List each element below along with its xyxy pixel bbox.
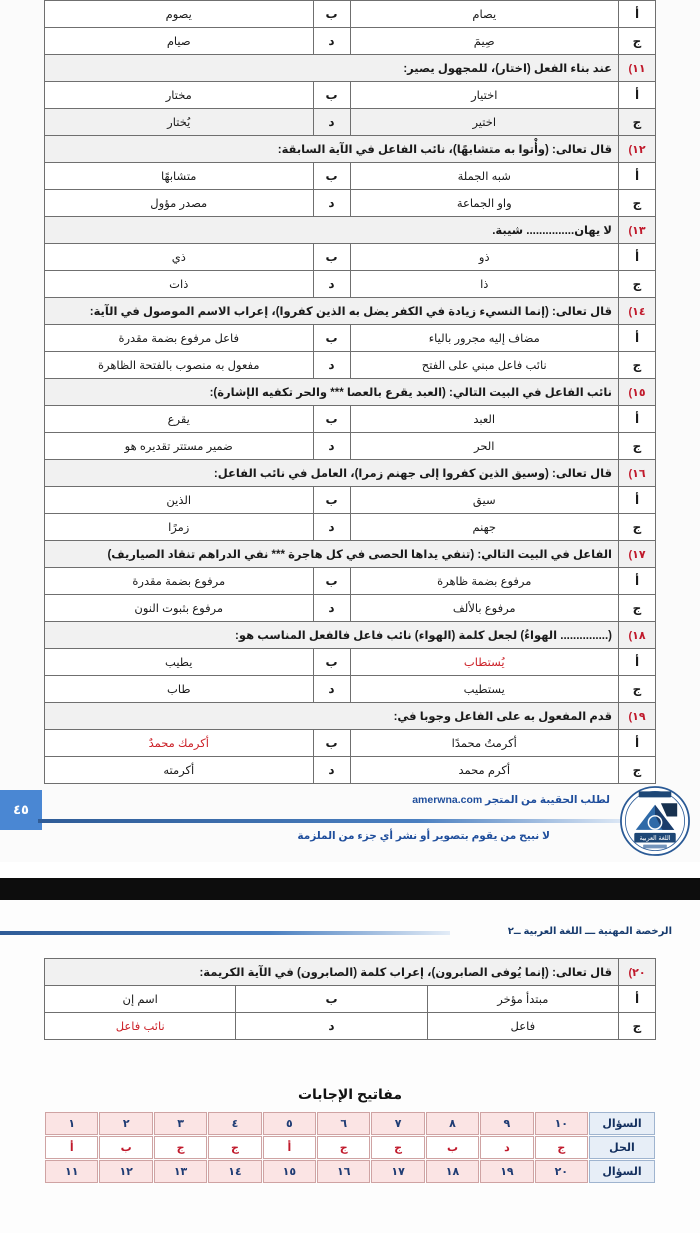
key-cell: ٢ bbox=[99, 1112, 152, 1135]
key-cell: ٤ bbox=[208, 1112, 261, 1135]
answer-key-row-label: السؤال bbox=[589, 1112, 655, 1135]
option-letter-left: د bbox=[313, 271, 350, 298]
answer-key-row-label: السؤال bbox=[589, 1160, 655, 1183]
option-row bbox=[45, 986, 656, 1013]
key-cell: ج bbox=[208, 1136, 261, 1159]
option-text-right: العبد bbox=[350, 406, 619, 433]
option-letter-right: أ bbox=[619, 406, 656, 433]
question-text: قال تعالى: (وأْتوا به متشابهًا)، نائب الفاعل في الآية السابقة: bbox=[45, 136, 619, 163]
option-text-right: يصام bbox=[350, 1, 619, 28]
question-row bbox=[45, 55, 656, 82]
option-text-right: أكرم محمد bbox=[350, 757, 619, 784]
question-text: قال تعالى: (وسيق الذين كفروا إلى جهنم زمرا)، العامل في نائب الفاعل: bbox=[45, 460, 619, 487]
option-row bbox=[45, 406, 656, 433]
option-letter-right: أ bbox=[619, 649, 656, 676]
option-letter-left: ب bbox=[313, 568, 350, 595]
page-gap-strip bbox=[0, 862, 700, 878]
key-cell: ٣ bbox=[154, 1112, 207, 1135]
option-letter-right: ج bbox=[619, 352, 656, 379]
answer-key-title: مفاتيح الإجابات bbox=[297, 1086, 403, 1102]
question-number: ٢٠) bbox=[619, 959, 656, 986]
option-letter-right: ج bbox=[619, 190, 656, 217]
key-cell: ٧ bbox=[371, 1112, 424, 1135]
option-letter-left: د bbox=[313, 109, 350, 136]
question-row bbox=[45, 298, 656, 325]
option-text-left-correct: أكرمك محمدٌ bbox=[45, 730, 314, 757]
option-text-left: يُختار bbox=[45, 109, 314, 136]
option-letter-right: أ bbox=[619, 325, 656, 352]
key-cell: ٩ bbox=[480, 1112, 533, 1135]
option-text-right: ذا bbox=[350, 271, 619, 298]
key-cell: ٦ bbox=[317, 1112, 370, 1135]
seal-main-text: اللغة العربية bbox=[639, 834, 671, 842]
option-text-left: مرفوع بثبوت النون bbox=[45, 595, 314, 622]
option-letter-right: أ bbox=[619, 487, 656, 514]
arabic-language-seal-icon bbox=[618, 784, 692, 858]
question-text: الفاعل في البيت التالي: (تنفي يداها الحصى في كل هاجرة *** نفي الدراهم تنقاد الصياريف) bbox=[45, 541, 619, 568]
question-number: ١٨) bbox=[619, 622, 656, 649]
option-letter-right: ج bbox=[619, 109, 656, 136]
question-row bbox=[45, 622, 656, 649]
option-text-left: فاعل مرفوع بضمة مقدرة bbox=[45, 325, 314, 352]
option-text-left: طاب bbox=[45, 676, 314, 703]
footer-store-text: لطلب الحقيبة من المتجر bbox=[485, 794, 610, 806]
page-two bbox=[0, 900, 700, 1233]
key-cell: أ bbox=[45, 1136, 98, 1159]
key-cell: ١٨ bbox=[426, 1160, 479, 1183]
option-text-right: مرفوع بضمة ظاهرة bbox=[350, 568, 619, 595]
question-row bbox=[45, 703, 656, 730]
option-letter-left: د bbox=[313, 28, 350, 55]
option-row bbox=[45, 352, 656, 379]
option-text-right: مضاف إليه مجرور بالياء bbox=[350, 325, 619, 352]
option-text-left: صيام bbox=[45, 28, 314, 55]
option-letter-left: ب bbox=[313, 163, 350, 190]
option-row bbox=[45, 757, 656, 784]
question-number: ١٩) bbox=[619, 703, 656, 730]
question-row bbox=[45, 217, 656, 244]
answer-key-question-row-1 bbox=[45, 1112, 655, 1135]
option-row bbox=[45, 190, 656, 217]
key-cell: ١١ bbox=[45, 1160, 98, 1183]
option-text-right: مبتدأ مؤخر bbox=[427, 986, 618, 1013]
option-letter-right: ج bbox=[619, 595, 656, 622]
option-letter-left: ب bbox=[313, 487, 350, 514]
question-number: ١٣) bbox=[619, 217, 656, 244]
option-letter-right: ج bbox=[619, 514, 656, 541]
option-text-left: مصدر مؤول bbox=[45, 190, 314, 217]
page-two-header bbox=[0, 918, 700, 958]
key-cell: ج bbox=[154, 1136, 207, 1159]
question-number: ١٤) bbox=[619, 298, 656, 325]
option-letter-left: د bbox=[313, 676, 350, 703]
key-cell: ج bbox=[371, 1136, 424, 1159]
option-letter-right: ج bbox=[619, 757, 656, 784]
key-cell: ١٦ bbox=[317, 1160, 370, 1183]
option-text-left: مفعول به منصوب بالفتحة الظاهرة bbox=[45, 352, 314, 379]
option-text-left: يصوم bbox=[45, 1, 314, 28]
option-text-right: يستطيب bbox=[350, 676, 619, 703]
option-row bbox=[45, 568, 656, 595]
option-letter-right: ج bbox=[619, 433, 656, 460]
option-letter-right: أ bbox=[619, 986, 656, 1013]
question-text: عند بناء الفعل (اختار)، للمجهول يصير: bbox=[45, 55, 619, 82]
option-text-right: شبه الجملة bbox=[350, 163, 619, 190]
option-text-right: اختير bbox=[350, 109, 619, 136]
key-cell: ١٥ bbox=[263, 1160, 316, 1183]
option-letter-right: ج bbox=[619, 676, 656, 703]
footer-divider-rule bbox=[38, 819, 622, 823]
option-text-left: يطيب bbox=[45, 649, 314, 676]
option-row bbox=[45, 1, 656, 28]
questions-table-body bbox=[45, 1, 656, 784]
answer-key-answer-row-1 bbox=[45, 1136, 655, 1159]
page-two-header-rule bbox=[0, 931, 450, 935]
option-text-left: أكرمته bbox=[45, 757, 314, 784]
answer-key-table bbox=[44, 1111, 656, 1184]
option-row bbox=[45, 433, 656, 460]
option-text-right: الحر bbox=[350, 433, 619, 460]
option-text-right: جهنم bbox=[350, 514, 619, 541]
question-number: ١٥) bbox=[619, 379, 656, 406]
key-cell: ج bbox=[317, 1136, 370, 1159]
option-letter-right: أ bbox=[619, 1, 656, 28]
page-footer bbox=[0, 788, 700, 862]
question-text: قدم المفعول به على الفاعل وجوبا في: bbox=[45, 703, 619, 730]
option-text-left: ذات bbox=[45, 271, 314, 298]
question-row bbox=[45, 959, 656, 986]
answer-key-row-label: الحل bbox=[589, 1136, 655, 1159]
key-cell: ج bbox=[535, 1136, 588, 1159]
key-cell: د bbox=[480, 1136, 533, 1159]
question-text: (............... الهواءُ) لجعل كلمة (الهواء) نائب فاعل فالفعل المناسب هو: bbox=[45, 622, 619, 649]
option-letter-left: د bbox=[236, 1013, 427, 1040]
option-letter-right: أ bbox=[619, 244, 656, 271]
option-letter-right: ج bbox=[619, 1013, 656, 1040]
page-separator-band bbox=[0, 878, 700, 900]
option-row bbox=[45, 649, 656, 676]
option-text-right: واو الجماعة bbox=[350, 190, 619, 217]
option-letter-left: ب bbox=[313, 325, 350, 352]
key-cell: ٢٠ bbox=[535, 1160, 588, 1183]
key-cell: ب bbox=[99, 1136, 152, 1159]
question-text: لا يهان............... شيبة. bbox=[45, 217, 619, 244]
option-row bbox=[45, 28, 656, 55]
option-letter-right: أ bbox=[619, 82, 656, 109]
footer-store-line bbox=[412, 794, 610, 806]
option-row bbox=[45, 325, 656, 352]
question-text: نائب الفاعل في البيت التالي: (العبد يقرع بالعصا *** والحر تكفيه الإشارة): bbox=[45, 379, 619, 406]
option-letter-right: أ bbox=[619, 163, 656, 190]
option-letter-right: ج bbox=[619, 271, 656, 298]
key-cell: ٥ bbox=[263, 1112, 316, 1135]
key-cell: ١ bbox=[45, 1112, 98, 1135]
option-row bbox=[45, 82, 656, 109]
option-row bbox=[45, 514, 656, 541]
option-text-right: نائب فاعل مبني على الفتح bbox=[350, 352, 619, 379]
option-text-left: مرفوع بضمة مقدرة bbox=[45, 568, 314, 595]
questions-table-page-one bbox=[44, 0, 656, 784]
question-number: ١٢) bbox=[619, 136, 656, 163]
key-cell: أ bbox=[263, 1136, 316, 1159]
option-letter-left: ب bbox=[313, 649, 350, 676]
question-row bbox=[45, 379, 656, 406]
option-text-right: فاعل bbox=[427, 1013, 618, 1040]
footer-copyright-notice: لا نبيح من يقوم بتصوير أو نشر أي جزء من الملزمة bbox=[297, 830, 550, 842]
option-letter-left: ب bbox=[313, 244, 350, 271]
option-letter-left: ب bbox=[313, 406, 350, 433]
questions-table-page-two bbox=[44, 958, 656, 1040]
option-letter-left: د bbox=[313, 514, 350, 541]
key-cell: ١٢ bbox=[99, 1160, 152, 1183]
option-text-right: صِيمَ bbox=[350, 28, 619, 55]
key-cell: ١٧ bbox=[371, 1160, 424, 1183]
question-number: ١٧) bbox=[619, 541, 656, 568]
option-text-left: زمرًا bbox=[45, 514, 314, 541]
option-letter-left: ب bbox=[236, 986, 427, 1013]
page-number-badge: ٤٥ bbox=[0, 790, 42, 830]
option-row bbox=[45, 244, 656, 271]
option-text-right-correct: يُستطاب bbox=[350, 649, 619, 676]
option-letter-left: د bbox=[313, 757, 350, 784]
key-cell: ب bbox=[426, 1136, 479, 1159]
option-text-left: الذين bbox=[45, 487, 314, 514]
option-text-left: ضمير مستتر تقديره هو bbox=[45, 433, 314, 460]
option-row bbox=[45, 676, 656, 703]
key-cell: ١٣ bbox=[154, 1160, 207, 1183]
option-letter-left: ب bbox=[313, 82, 350, 109]
option-text-right: أكرمتُ محمدًا bbox=[350, 730, 619, 757]
option-text-right: اختيار bbox=[350, 82, 619, 109]
question-number: ١٦) bbox=[619, 460, 656, 487]
option-row bbox=[45, 271, 656, 298]
key-cell: ١٤ bbox=[208, 1160, 261, 1183]
option-letter-right: أ bbox=[619, 568, 656, 595]
option-letter-left: ب bbox=[313, 730, 350, 757]
key-cell: ١٩ bbox=[480, 1160, 533, 1183]
option-text-right: مرفوع بالألف bbox=[350, 595, 619, 622]
option-text-left: متشابهًا bbox=[45, 163, 314, 190]
option-letter-left: ب bbox=[313, 1, 350, 28]
option-letter-right: ج bbox=[619, 28, 656, 55]
option-letter-left: د bbox=[313, 433, 350, 460]
option-letter-left: د bbox=[313, 352, 350, 379]
option-letter-right: أ bbox=[619, 730, 656, 757]
option-letter-left: د bbox=[313, 190, 350, 217]
option-text-left: اسم إن bbox=[45, 986, 236, 1013]
option-text-left: ذي bbox=[45, 244, 314, 271]
question-text: قال تعالى: (إنما النسيء زيادة في الكفر يضل به الذين كفروا)، إعراب الاسم الموصول في الآية: bbox=[45, 298, 619, 325]
option-row bbox=[45, 1013, 656, 1040]
key-cell: ١٠ bbox=[535, 1112, 588, 1135]
answer-key-question-row-2 bbox=[45, 1160, 655, 1183]
footer-store-domain[interactable]: amerwna.com bbox=[412, 794, 483, 806]
option-row bbox=[45, 163, 656, 190]
option-row bbox=[45, 487, 656, 514]
question-row bbox=[45, 541, 656, 568]
option-text-left: مختار bbox=[45, 82, 314, 109]
option-text-left: يقرع bbox=[45, 406, 314, 433]
question-row bbox=[45, 460, 656, 487]
option-row bbox=[45, 109, 656, 136]
option-row bbox=[45, 730, 656, 757]
key-cell: ٨ bbox=[426, 1112, 479, 1135]
option-text-right: سيق bbox=[350, 487, 619, 514]
option-row bbox=[45, 595, 656, 622]
option-text-right: ذو bbox=[350, 244, 619, 271]
page-two-header-title: الرخصة المهنية ـــ اللغة العربية ــ٢ bbox=[507, 926, 672, 937]
option-letter-left: د bbox=[313, 595, 350, 622]
question-number: ١١) bbox=[619, 55, 656, 82]
question-text: قال تعالى: (إنما يُوفى الصابرون)، إعراب كلمة (الصابرون) في الآية الكريمة: bbox=[45, 959, 619, 986]
question-row bbox=[45, 136, 656, 163]
option-text-left-correct: نائب فاعل bbox=[45, 1013, 236, 1040]
